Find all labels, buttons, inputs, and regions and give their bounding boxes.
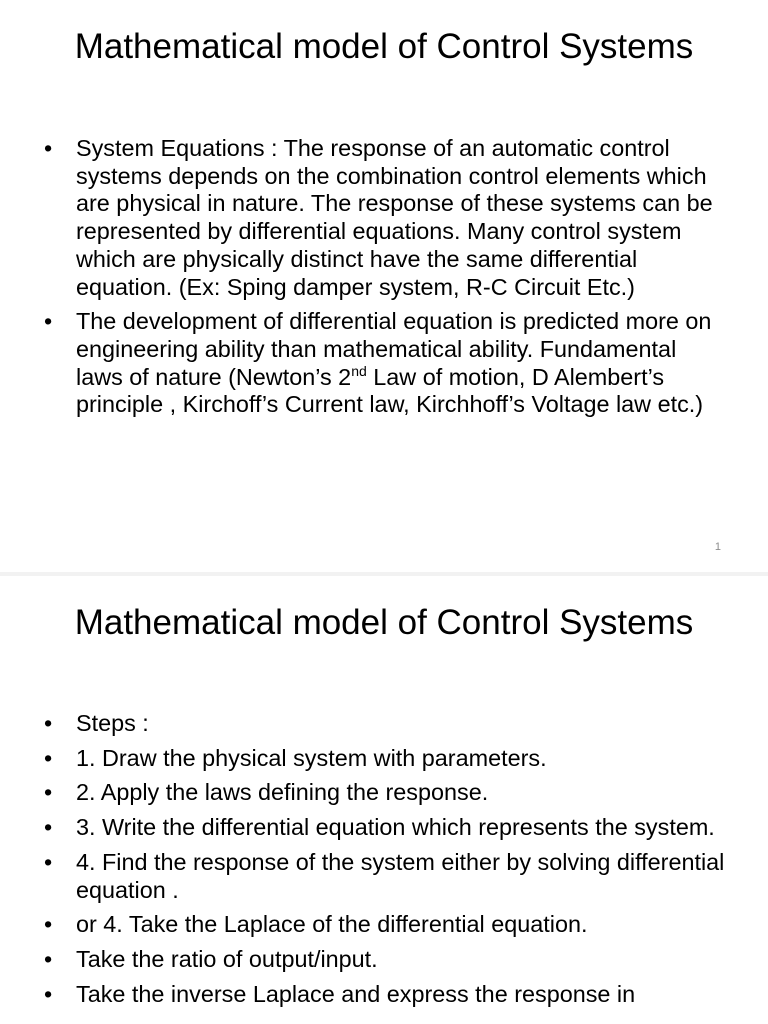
bullet-dot-icon: •: [44, 779, 53, 806]
bullet-text-part: The development of differential equation is predicted more on engineering ability than mathematical ability. Fundamental laws of nature (Newton’s 2: [76, 308, 712, 390]
bullet-text: Take the ratio of output/input.: [76, 945, 378, 972]
bullet-dot-icon: •: [44, 911, 53, 938]
bullet-text: 3. Write the differential equation which represents the system.: [76, 814, 715, 841]
bullet-dot-icon: •: [44, 980, 53, 1007]
bullet-text: 2. Apply the laws defining the response.: [76, 779, 489, 806]
bullet-dot-icon: •: [44, 744, 53, 771]
bullet-text-part: Law of motion, D Alembert’s principle , Kirchoff’s Current law, Kirchhoff’s Voltage law etc.): [76, 363, 704, 418]
superscript: nd: [351, 362, 367, 379]
bullet-text: System Equations : The response of an automatic control systems depends on the combination control elements which are physical in nature. The response of these systems can be represented by differential equations. Many control system which are physically distinct have the same differential equation. (Ex: Sping damper system, R-C Circuit Etc.): [76, 135, 713, 300]
bullet-item: [44, 981, 728, 1009]
slide-2: [0, 576, 768, 1024]
bullet-text: 4. Find the response of the system either by solving differential equation .: [76, 848, 725, 903]
bullet-item: [44, 814, 728, 842]
bullet-text: [76, 308, 711, 417]
bullet-item: [44, 946, 728, 974]
bullet-text: 1. Draw the physical system with parameters.: [76, 744, 547, 771]
bullet-item: [44, 779, 728, 807]
bullet-item: [44, 135, 728, 301]
bullet-text: Take the inverse Laplace and express the response in: [76, 980, 636, 1007]
bullet-text: Steps :: [76, 710, 149, 736]
slide-title: Mathematical model of Control Systems: [74, 27, 694, 66]
bullet-item: [44, 849, 728, 904]
bullet-dot-icon: •: [44, 945, 53, 972]
bullet-list: [44, 710, 728, 1015]
bullet-item: [44, 710, 728, 738]
bullet-dot-icon: •: [44, 308, 53, 335]
bullet-list: [44, 135, 728, 426]
bullet-dot-icon: •: [44, 135, 53, 161]
bullet-dot-icon: •: [44, 814, 53, 841]
bullet-text: or 4. Take the Laplace of the differential equation.: [76, 911, 588, 938]
bullet-dot-icon: •: [44, 848, 53, 875]
bullet-item: [44, 911, 728, 939]
bullet-item: [44, 745, 728, 773]
page-number: 1: [714, 541, 721, 553]
bullet-dot-icon: •: [44, 710, 53, 736]
bullet-item: [44, 308, 728, 419]
slide-title: Mathematical model of Control Systems: [74, 603, 694, 642]
